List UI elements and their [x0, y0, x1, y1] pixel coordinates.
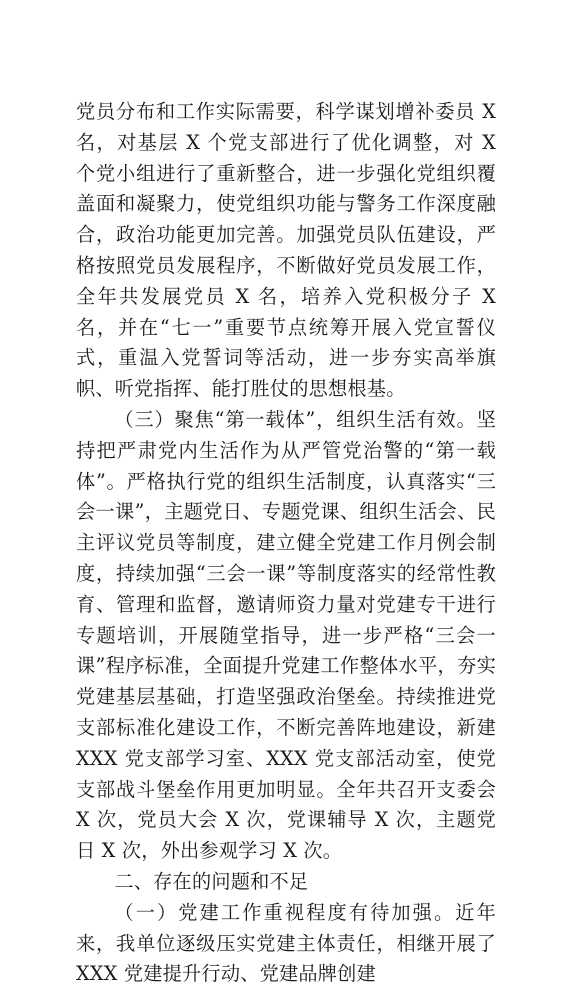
document-body [76, 97, 496, 990]
section-heading-problems: 二、存在的问题和不足 [114, 869, 309, 893]
paragraph-organizational-life: （三）聚焦“第一载体”，组织生活有效。坚持把严肃党内生活作为从严管党治警的“第一载体”。严格执行党的组织生活制度，认真落实“三会一课”，主题党日、专题党课、组织生活会、民主评议党员等制度，建立健全党建工作月例会制度，持续加强“三会一课”等制度落实的经常性教育、管理和监督，邀请师资力量对党建专干进行专题培训，开展随堂指导，进一步严格“三会一课”程序标准，全面提升党建工作整体水平，夯实党建基层基础，打造坚强政治堡垒。持续推进党支部标准化建设工作，不断完善阵地建设，新建 XXX 党支部学习室、XXX 党支部活动室，使党支部战斗堡垒作用更加明显。全年共召开支委会 X 次，党员大会 X 次，党课辅导 X 次，主题党日 X 次，外出参观学习 X 次。 [76, 407, 496, 863]
paragraph-party-member-development: 党员分布和工作实际需要，科学谋划增补委员 X 名，对基层 X 个党支部进行了优化调整，对 X 个党小组进行了重新整合，进一步强化党组织覆盖面和凝聚力，使党组织功能与警务工作深度融合，政治功能更加完善。加强党员队伍建设，严格按照党员发展程序，不断做好党员发展工作，全年共发展党员 X 名，培养入党积极分子 X 名，并在“七一”重要节点统筹开展入党宣誓仪式，重温入党誓词等活动，进一步夯实高举旗帜、听党指挥、能打胜仗的思想根基。 [76, 100, 496, 401]
paragraph-problem-one: （一）党建工作重视程度有待加强。近年来，我单位逐级压实党建主体责任，相继开展了 XXX 党建提升行动、党建品牌创建 [76, 900, 496, 986]
